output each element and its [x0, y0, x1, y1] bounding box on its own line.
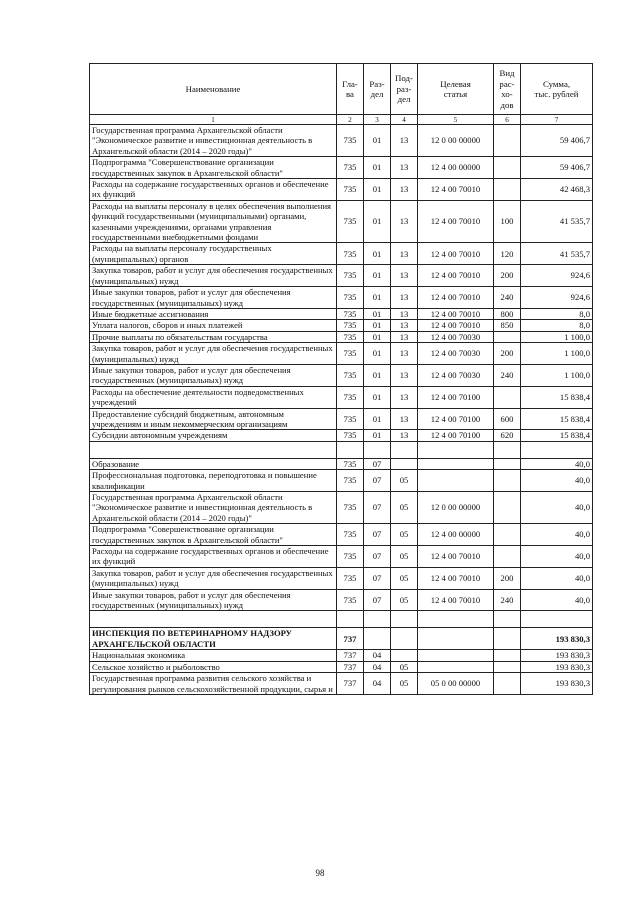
row-expense-type: [494, 386, 521, 408]
column-number-row: [90, 115, 593, 125]
row-subsection: 05: [391, 673, 418, 695]
table-row: [90, 589, 593, 611]
table-row: [90, 628, 593, 650]
row-expense-type: 200: [494, 567, 521, 589]
row-expense-type: [494, 628, 521, 650]
column-number: 7: [521, 115, 593, 125]
row-section: [364, 611, 391, 628]
row-name: Профессиональная подготовка, переподготовка и повышение квалификации: [90, 470, 337, 492]
row-section: 01: [364, 408, 391, 430]
row-target: 12 4 00 70010: [418, 589, 494, 611]
row-expense-type: 620: [494, 430, 521, 441]
row-subsection: 13: [391, 200, 418, 243]
table-row: [90, 673, 593, 695]
row-chapter: 735: [337, 179, 364, 201]
row-amount: 193 830,3: [521, 661, 593, 672]
column-number: 3: [364, 115, 391, 125]
table-row: [90, 157, 593, 179]
row-target: 12 4 00 70010: [418, 308, 494, 319]
row-name: Государственная программа Архангельской области "Экономическое развитие и инвестиционная деятельность в Архангельской области (2014 – 2020 годы)": [90, 125, 337, 157]
row-target: 12 4 00 70030: [418, 331, 494, 342]
row-amount: 40,0: [521, 546, 593, 568]
row-chapter: 735: [337, 470, 364, 492]
row-amount: [521, 441, 593, 458]
budget-table: [89, 63, 593, 695]
spacer-row: [90, 441, 593, 458]
row-chapter: 735: [337, 408, 364, 430]
row-name: Закупка товаров, работ и услуг для обеспечения государственных (муниципальных) нужд: [90, 343, 337, 365]
row-subsection: 13: [391, 179, 418, 201]
header-subsection: Под- раз- дел: [391, 64, 418, 115]
row-subsection: [391, 441, 418, 458]
row-subsection: 05: [391, 492, 418, 524]
row-expense-type: [494, 157, 521, 179]
row-chapter: [337, 611, 364, 628]
row-target: 12 4 00 70100: [418, 408, 494, 430]
row-expense-type: [494, 650, 521, 661]
row-amount: 42 468,3: [521, 179, 593, 201]
row-name: Предоставление субсидий бюджетным, автономным учреждениям и иным некоммерческим организациям: [90, 408, 337, 430]
row-subsection: 13: [391, 364, 418, 386]
row-chapter: 735: [337, 320, 364, 331]
header-name: Наименование: [90, 64, 337, 115]
row-amount: 40,0: [521, 589, 593, 611]
row-chapter: 737: [337, 673, 364, 695]
row-subsection: 13: [391, 386, 418, 408]
column-number: 5: [418, 115, 494, 125]
row-amount: 59 406,7: [521, 125, 593, 157]
row-amount: 40,0: [521, 470, 593, 492]
row-expense-type: 850: [494, 320, 521, 331]
row-amount: 193 830,3: [521, 628, 593, 650]
row-chapter: 735: [337, 492, 364, 524]
row-expense-type: [494, 125, 521, 157]
row-target: 12 4 00 70010: [418, 265, 494, 287]
table-row: [90, 470, 593, 492]
row-name: ИНСПЕКЦИЯ ПО ВЕТЕРИНАРНОМУ НАДЗОРУ АРХАНГЕЛЬСКОЙ ОБЛАСТИ: [90, 628, 337, 650]
table-row: [90, 546, 593, 568]
row-section: 01: [364, 265, 391, 287]
row-subsection: [391, 628, 418, 650]
row-target: [418, 650, 494, 661]
row-section: [364, 628, 391, 650]
row-chapter: [337, 441, 364, 458]
row-expense-type: [494, 441, 521, 458]
row-expense-type: [494, 661, 521, 672]
row-subsection: 05: [391, 470, 418, 492]
row-subsection: 05: [391, 546, 418, 568]
row-subsection: 13: [391, 331, 418, 342]
table-row: [90, 458, 593, 469]
column-number: 6: [494, 115, 521, 125]
row-chapter: 737: [337, 628, 364, 650]
table-row: [90, 364, 593, 386]
row-target: 12 4 00 70010: [418, 200, 494, 243]
page-number: 98: [315, 868, 325, 878]
table-row: [90, 650, 593, 661]
row-target: 12 4 00 70010: [418, 287, 494, 309]
row-chapter: 735: [337, 287, 364, 309]
row-name: Расходы на содержание государственных органов и обеспечение их функций: [90, 546, 337, 568]
row-target: 12 4 00 00000: [418, 524, 494, 546]
row-amount: 15 838,4: [521, 386, 593, 408]
row-expense-type: [494, 492, 521, 524]
row-name: Иные бюджетные ассигнования: [90, 308, 337, 319]
row-subsection: 05: [391, 661, 418, 672]
row-amount: 1 100,0: [521, 331, 593, 342]
row-name: Уплата налогов, сборов и иных платежей: [90, 320, 337, 331]
table-row: [90, 343, 593, 365]
row-section: 04: [364, 661, 391, 672]
row-amount: 15 838,4: [521, 408, 593, 430]
row-subsection: 13: [391, 343, 418, 365]
row-target: [418, 470, 494, 492]
row-section: 07: [364, 492, 391, 524]
row-chapter: 735: [337, 308, 364, 319]
table-row: [90, 331, 593, 342]
row-target: 12 0 00 00000: [418, 492, 494, 524]
row-chapter: 735: [337, 458, 364, 469]
row-expense-type: 600: [494, 408, 521, 430]
row-subsection: 13: [391, 320, 418, 331]
row-section: 01: [364, 243, 391, 265]
row-subsection: 13: [391, 265, 418, 287]
row-chapter: 735: [337, 243, 364, 265]
row-expense-type: [494, 611, 521, 628]
header-amount: Сумма, тыс. рублей: [521, 64, 593, 115]
table-row: [90, 492, 593, 524]
row-name: Государственная программа Архангельской области "Экономическое развитие и инвестиционная деятельность в Архангельской области (2014 – 2020 годы)": [90, 492, 337, 524]
row-chapter: 735: [337, 343, 364, 365]
row-section: [364, 441, 391, 458]
row-section: 01: [364, 308, 391, 319]
row-name: Закупка товаров, работ и услуг для обеспечения государственных (муниципальных) нужд: [90, 265, 337, 287]
row-chapter: 735: [337, 125, 364, 157]
row-section: 01: [364, 125, 391, 157]
table-body: [90, 125, 593, 695]
row-chapter: 735: [337, 524, 364, 546]
row-amount: 41 535,7: [521, 243, 593, 265]
row-subsection: [391, 611, 418, 628]
row-expense-type: [494, 546, 521, 568]
row-target: 12 4 00 70010: [418, 320, 494, 331]
row-name: Сельское хозяйство и рыболовство: [90, 661, 337, 672]
row-amount: 8,0: [521, 320, 593, 331]
column-number: 4: [391, 115, 418, 125]
row-name: Иные закупки товаров, работ и услуг для обеспечения государственных (муниципальных) нужд: [90, 287, 337, 309]
row-chapter: 735: [337, 157, 364, 179]
table-row: [90, 320, 593, 331]
row-expense-type: 120: [494, 243, 521, 265]
header-target: Целевая статья: [418, 64, 494, 115]
row-amount: 1 100,0: [521, 364, 593, 386]
row-name: [90, 611, 337, 628]
row-section: 01: [364, 179, 391, 201]
row-name: Субсидии автономным учреждениям: [90, 430, 337, 441]
row-name: Прочие выплаты по обязательствам государства: [90, 331, 337, 342]
row-section: 07: [364, 458, 391, 469]
row-chapter: 735: [337, 200, 364, 243]
table-row: [90, 125, 593, 157]
header-section: Раз- дел: [364, 64, 391, 115]
row-amount: 8,0: [521, 308, 593, 319]
row-expense-type: 100: [494, 200, 521, 243]
row-name: Расходы на выплаты персоналу в целях обеспечения выполнения функций государственными (муниципальными) органами, казенными учреждениями, органами управления государственными внебюджетными фондами: [90, 200, 337, 243]
row-target: [418, 611, 494, 628]
row-chapter: 735: [337, 265, 364, 287]
row-subsection: 13: [391, 430, 418, 441]
row-name: Расходы на обеспечение деятельности подведомственных учреждений: [90, 386, 337, 408]
row-chapter: 737: [337, 650, 364, 661]
table-row: [90, 287, 593, 309]
row-section: 07: [364, 470, 391, 492]
row-expense-type: 240: [494, 364, 521, 386]
row-amount: 1 100,0: [521, 343, 593, 365]
row-target: 12 4 00 70010: [418, 179, 494, 201]
table-row: [90, 179, 593, 201]
table-row: [90, 200, 593, 243]
row-name: Национальная экономика: [90, 650, 337, 661]
row-expense-type: 240: [494, 589, 521, 611]
header-chapter: Гла- ва: [337, 64, 364, 115]
row-subsection: [391, 458, 418, 469]
row-expense-type: 240: [494, 287, 521, 309]
table-row: [90, 308, 593, 319]
row-name: Расходы на выплаты персоналу государственных (муниципальных) органов: [90, 243, 337, 265]
table-header-row: [90, 64, 593, 115]
row-name: Подпрограмма "Совершенствование организации государственных закупок в Архангельской области": [90, 524, 337, 546]
row-name: Подпрограмма "Совершенствование организации государственных закупок в Архангельской области": [90, 157, 337, 179]
row-expense-type: [494, 673, 521, 695]
row-chapter: 735: [337, 364, 364, 386]
row-section: 04: [364, 673, 391, 695]
row-subsection: 13: [391, 125, 418, 157]
table-row: [90, 524, 593, 546]
row-section: 01: [364, 343, 391, 365]
row-target: 05 0 00 00000: [418, 673, 494, 695]
row-name: Иные закупки товаров, работ и услуг для обеспечения государственных (муниципальных) нужд: [90, 589, 337, 611]
row-amount: 59 406,7: [521, 157, 593, 179]
row-amount: 40,0: [521, 567, 593, 589]
row-section: 01: [364, 364, 391, 386]
row-amount: 193 830,3: [521, 673, 593, 695]
row-chapter: 735: [337, 589, 364, 611]
row-target: [418, 661, 494, 672]
row-subsection: 05: [391, 589, 418, 611]
column-number: 1: [90, 115, 337, 125]
spacer-row: [90, 611, 593, 628]
table-row: [90, 243, 593, 265]
table-row: [90, 661, 593, 672]
row-target: [418, 628, 494, 650]
table-row: [90, 430, 593, 441]
row-section: 01: [364, 287, 391, 309]
row-name: Расходы на содержание государственных органов и обеспечение их функций: [90, 179, 337, 201]
row-section: 01: [364, 200, 391, 243]
row-section: 01: [364, 157, 391, 179]
row-amount: 41 535,7: [521, 200, 593, 243]
row-expense-type: 200: [494, 343, 521, 365]
row-target: [418, 441, 494, 458]
row-amount: 924,6: [521, 287, 593, 309]
row-target: 12 4 00 70100: [418, 430, 494, 441]
row-expense-type: [494, 458, 521, 469]
row-chapter: 735: [337, 546, 364, 568]
row-chapter: 735: [337, 567, 364, 589]
table-row: [90, 408, 593, 430]
row-section: 01: [364, 320, 391, 331]
row-amount: 15 838,4: [521, 430, 593, 441]
row-name: Закупка товаров, работ и услуг для обеспечения государственных (муниципальных) нужд: [90, 567, 337, 589]
row-expense-type: 200: [494, 265, 521, 287]
row-section: 01: [364, 430, 391, 441]
row-subsection: 13: [391, 308, 418, 319]
row-section: 07: [364, 546, 391, 568]
row-target: 12 4 00 70010: [418, 567, 494, 589]
header-expense-type: Вид рас- хо- дов: [494, 64, 521, 115]
row-subsection: 05: [391, 567, 418, 589]
row-name: Образование: [90, 458, 337, 469]
row-amount: 193 830,3: [521, 650, 593, 661]
row-target: 12 4 00 00000: [418, 157, 494, 179]
row-amount: 40,0: [521, 524, 593, 546]
row-expense-type: [494, 179, 521, 201]
row-section: 07: [364, 524, 391, 546]
row-subsection: [391, 650, 418, 661]
column-number: 2: [337, 115, 364, 125]
row-expense-type: 800: [494, 308, 521, 319]
row-target: 12 4 00 70030: [418, 364, 494, 386]
row-name: [90, 441, 337, 458]
row-target: 12 4 00 70030: [418, 343, 494, 365]
row-amount: 40,0: [521, 492, 593, 524]
row-chapter: 735: [337, 331, 364, 342]
table-row: [90, 567, 593, 589]
row-target: 12 4 00 70100: [418, 386, 494, 408]
row-target: 12 0 00 00000: [418, 125, 494, 157]
row-name: Иные закупки товаров, работ и услуг для обеспечения государственных (муниципальных) нужд: [90, 364, 337, 386]
row-expense-type: [494, 331, 521, 342]
row-section: 04: [364, 650, 391, 661]
row-target: [418, 458, 494, 469]
row-amount: 924,6: [521, 265, 593, 287]
row-section: 01: [364, 386, 391, 408]
row-amount: 40,0: [521, 458, 593, 469]
row-target: 12 4 00 70010: [418, 243, 494, 265]
row-name: Государственная программа развития сельского хозяйства и регулирования рынков сельскохозяйственной продукции, сырья и: [90, 673, 337, 695]
row-expense-type: [494, 470, 521, 492]
row-subsection: 13: [391, 243, 418, 265]
row-chapter: 735: [337, 386, 364, 408]
table-row: [90, 265, 593, 287]
row-subsection: 05: [391, 524, 418, 546]
row-amount: [521, 611, 593, 628]
row-subsection: 13: [391, 157, 418, 179]
row-section: 07: [364, 567, 391, 589]
row-expense-type: [494, 524, 521, 546]
row-subsection: 13: [391, 408, 418, 430]
table-row: [90, 386, 593, 408]
row-chapter: 737: [337, 661, 364, 672]
row-target: 12 4 00 70010: [418, 546, 494, 568]
row-chapter: 735: [337, 430, 364, 441]
row-subsection: 13: [391, 287, 418, 309]
row-section: 01: [364, 331, 391, 342]
row-section: 07: [364, 589, 391, 611]
